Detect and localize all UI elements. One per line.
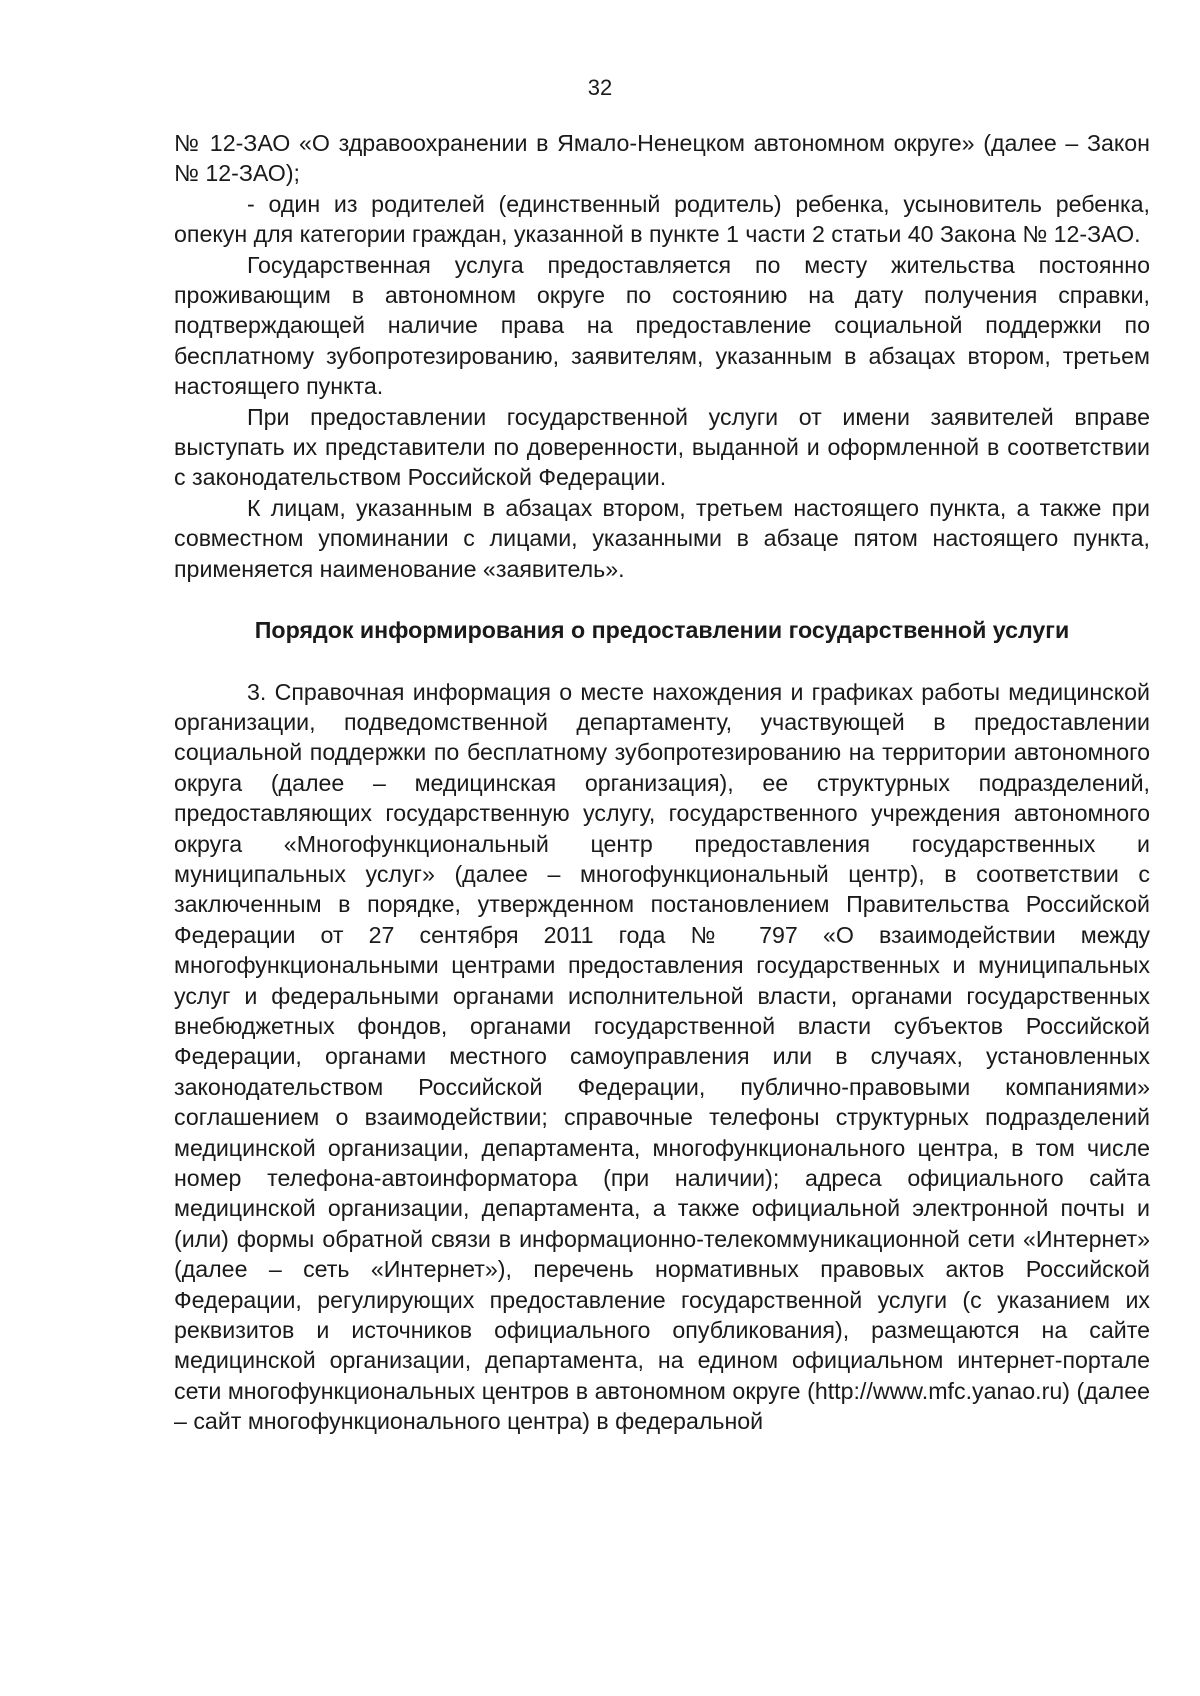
paragraph-representatives: При предоставлении государственной услуги от имени заявителей вправе выступать их представители по доверенности, выданной и оформленной в соответствии с законодательством Российской Федерации.: [174, 403, 1150, 491]
section-heading: Порядок информирования о предоставлении государственной услуги: [254, 617, 1070, 644]
paragraph-applicant-term: К лицам, указанным в абзацах втором, третьем настоящего пункта, а также при совместном упоминании с лицами, указанными в абзаце пятом настоящего пункта, применяется наименование «заявитель».: [174, 494, 1150, 582]
page-number: 32: [587, 75, 613, 100]
document-body: [174, 128, 1150, 1437]
paragraph-residence-condition: Государственная услуга предоставляется по месту жительства постоянно проживающим в автономном округе по состоянию на дату получения справки, подтверждающей наличие права на предоставление социальной поддержки по бесплатному зубопротезированию, заявителям, указанным в абзацах втором, третьем настоящего пункта.: [174, 251, 1150, 400]
paragraph-applicant-category: - один из родителей (единственный родитель) ребенка, усыновитель ребенка, опекун для категории граждан, указанной в пункте 1 части 2 статьи 40 Закона № 12-ЗАО.: [174, 190, 1150, 248]
paragraph-reference-information: 3. Справочная информация о месте нахождения и графиках работы медицинской организации, подведомственной департаменту, участвующей в предоставлении социальной поддержки по бесплатному зубопротезированию на территории автономного округа (далее – медицинская организация), ее структурных подразделений, предоставляющих государственную услугу, государственного учреждения автономного округа «Многофункциональный центр предоставления государственных и муниципальных услуг» (далее – многофункциональный центр), в соответствии с заключенным в порядке, утвержденном постановлением Правительства Российской Федерации от 27 сентября 2011 года № 797 «О взаимодействии между многофункциональными центрами предоставления государственных и муниципальных услуг и федеральными органами исполнительной власти, органами государственных внебюджетных фондов, органами государственной власти субъектов Российской Федерации, органами местного самоуправления или в случаях, установленных законодательством Российской Федерации, публично-правовыми компаниями» соглашением о взаимодействии; справочные телефоны структурных подразделений медицинской организации, департамента, многофункционального центра, в том числе номер телефона-автоинформатора (при наличии); адреса официального сайта медицинской организации, департамента, а также официальной электронной почты и (или) формы обратной связи в информационно-телекоммуникационной сети «Интернет» (далее – сеть «Интернет»), перечень нормативных правовых актов Российской Федерации, регулирующих предоставление государственной услуги (с указанием их реквизитов и источников официального опубликования), размещаются на сайте медицинской организации, департамента, на едином официальном интернет-портале сети многофункциональных центров в автономном округе (http://www.mfc.yanao.ru) (далее – сайт многофункционального центра) в федеральной: [174, 678, 1150, 1435]
paragraph-law-reference: № 12-ЗАО «О здравоохранении в Ямало-Ненецком автономном округе» (далее – Закон № 12-ЗАО);: [174, 130, 1150, 187]
